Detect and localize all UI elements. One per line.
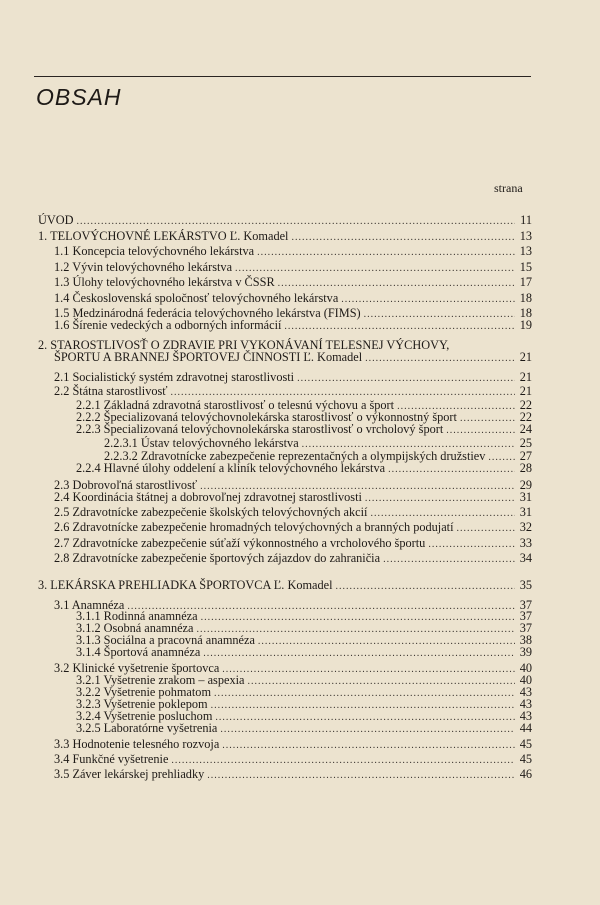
dot-leader bbox=[291, 231, 515, 245]
toc-entry bbox=[38, 213, 532, 229]
toc-entry-title: 2.2.3 Špecializovaná telovýchovnolekárska starostlivosť o vrcholový šport bbox=[76, 422, 444, 436]
toc-entry bbox=[54, 767, 532, 783]
toc-entry-title: ŠPORTU A BRANNEJ ŠPORTOVEJ ČINNOSTI Ľ. Komadel bbox=[54, 350, 363, 364]
toc-entry-title: 2.2.3.1 Ústav telovýchovného lekárstva bbox=[104, 436, 299, 450]
dot-leader bbox=[370, 507, 515, 521]
toc-entry-title: 3.1.3 Sociálna a pracovná anamnéza bbox=[76, 633, 255, 647]
toc-entry bbox=[54, 275, 532, 291]
toc-entry-title: 1.6 Šírenie vedeckých a odborných informácií bbox=[54, 318, 282, 332]
dot-leader bbox=[220, 723, 515, 737]
toc-entry-title: 1.4 Československá spoločnosť telovýchovného lekárstva bbox=[54, 291, 339, 305]
toc-entry-page: 17 bbox=[519, 275, 532, 289]
toc-entry-title: 1.2 Vývin telovýchovného lekárstva bbox=[54, 260, 233, 274]
toc-entry-page: 24 bbox=[519, 422, 532, 436]
toc-entry-title: 3.2.4 Vyšetrenie posluchom bbox=[76, 709, 213, 723]
toc-entry-title: 3. LEKÁRSKA PREHLIADKA ŠPORTOVCA Ľ. Komadel bbox=[38, 578, 333, 592]
toc-entry-title: 3.1.4 Športová anamnéza bbox=[76, 645, 201, 659]
dot-leader bbox=[207, 769, 515, 783]
toc-entry-page: 38 bbox=[519, 633, 532, 647]
toc-entry-page: 37 bbox=[519, 609, 532, 623]
toc-entry-title: 3.4 Funkčné vyšetrenie bbox=[54, 752, 169, 766]
top-rule bbox=[34, 76, 531, 77]
toc-entry-title: 2.2.1 Základná zdravotná starostlivosť o telesnú výchovu a šport bbox=[76, 398, 395, 412]
toc-entry-page: 15 bbox=[519, 260, 532, 274]
toc-entry bbox=[76, 721, 532, 737]
toc-entry-title: 1.1 Koncepcia telovýchovného lekárstva bbox=[54, 244, 255, 258]
dot-leader bbox=[383, 553, 515, 567]
toc-entry-title: 2.1 Socialistický systém zdravotnej starostlivosti bbox=[54, 370, 295, 384]
toc-entry-page: 21 bbox=[519, 384, 532, 398]
dot-leader bbox=[171, 754, 515, 768]
toc-entry bbox=[54, 536, 532, 552]
toc-entry-page: 31 bbox=[519, 505, 532, 519]
toc-entry-title: 1.3 Úlohy telovýchovného lekárstva v ČSSR bbox=[54, 275, 275, 289]
toc-entry-page: 13 bbox=[519, 244, 532, 258]
toc-entry-page: 46 bbox=[519, 767, 532, 781]
toc-entry bbox=[54, 551, 532, 567]
dot-leader bbox=[203, 647, 515, 661]
toc-entry-page: 45 bbox=[519, 752, 532, 766]
dot-leader bbox=[77, 215, 515, 229]
toc-entry bbox=[54, 520, 532, 536]
toc-entry-title: 3.2.3 Vyšetrenie poklepom bbox=[76, 697, 208, 711]
toc-entry-page: 43 bbox=[519, 709, 532, 723]
toc-entry-title: 3.1 Anamnéza bbox=[54, 598, 125, 612]
toc-entry-page: 43 bbox=[519, 685, 532, 699]
toc-entry-page: 43 bbox=[519, 697, 532, 711]
toc-entry-title: 3.1.2 Osobná anamnéza bbox=[76, 621, 194, 635]
toc-entry-page: 22 bbox=[519, 398, 532, 412]
toc-entry-page: 31 bbox=[519, 490, 532, 504]
toc-entry-page: 28 bbox=[519, 461, 532, 475]
toc-entry-page: 37 bbox=[519, 621, 532, 635]
toc-entry bbox=[38, 229, 532, 245]
page-title: OBSAH bbox=[36, 84, 122, 110]
toc-entry-title: 2.2.4 Hlavné úlohy oddelení a kliník telovýchovného lekárstva bbox=[76, 461, 386, 475]
dot-leader bbox=[222, 739, 515, 753]
toc-entry-page: 29 bbox=[519, 478, 532, 492]
toc-entry-title: 2. STAROSTLIVOSŤ O ZDRAVIE PRI VYKONÁVANÍ TELESNEJ VÝCHOVY, bbox=[38, 338, 450, 352]
toc-entry-page: 11 bbox=[520, 213, 532, 227]
dot-leader bbox=[428, 538, 515, 552]
dot-leader bbox=[365, 352, 515, 366]
toc-entry-title: 1.5 Medzinárodná federácia telovýchovného lekárstva (FIMS) bbox=[54, 306, 361, 320]
toc-entry-page: 32 bbox=[519, 520, 532, 534]
toc-entry bbox=[54, 244, 532, 260]
toc-entry-title: 3.2.2 Vyšetrenie pohmatom bbox=[76, 685, 212, 699]
toc-entry-page: 39 bbox=[519, 645, 532, 659]
toc-entry-title: 3.2.5 Laboratórne vyšetrenia bbox=[76, 721, 218, 735]
toc-entry-page: 45 bbox=[519, 737, 532, 751]
toc-entry-title: 2.2.2 Špecializovaná telovýchovnolekárska starostlivosť o výkonnostný šport bbox=[76, 410, 457, 424]
toc-entry-page: 35 bbox=[519, 578, 532, 592]
toc-entry bbox=[54, 260, 532, 276]
toc-entry-page: 19 bbox=[519, 318, 532, 332]
dot-leader bbox=[341, 293, 515, 307]
dot-leader bbox=[457, 522, 516, 536]
toc-entry bbox=[54, 490, 532, 506]
dot-leader bbox=[257, 246, 515, 260]
toc-entry-title: 2.7 Zdravotnícke zabezpečenie súťaží výkonnostného a vrcholového športu bbox=[54, 536, 426, 550]
toc-entry-title: ÚVOD bbox=[38, 213, 74, 227]
toc-entry bbox=[54, 505, 532, 521]
toc-entry-title: 3.2.1 Vyšetrenie zrakom – aspexia bbox=[76, 673, 245, 687]
dot-leader bbox=[278, 277, 515, 291]
dot-leader bbox=[235, 262, 515, 276]
pages-column-label: strana bbox=[494, 181, 523, 195]
toc-entry-title: 3.2 Klinické vyšetrenie športovca bbox=[54, 661, 220, 675]
toc-entry bbox=[54, 318, 532, 334]
toc-entry-page: 34 bbox=[519, 551, 532, 565]
toc-entry-page: 40 bbox=[519, 661, 532, 675]
toc-entry-title: 3.5 Záver lekárskej prehliadky bbox=[54, 767, 205, 781]
toc-entry-title: 1. TELOVÝCHOVNÉ LEKÁRSTVO Ľ. Komadel bbox=[38, 229, 289, 243]
toc-entry-title: 2.4 Koordinácia štátnej a dobrovoľnej zdravotnej starostlivosti bbox=[54, 490, 362, 504]
toc-entry-page: 37 bbox=[519, 598, 532, 612]
toc-entry-page: 40 bbox=[519, 673, 532, 687]
toc-entry-page: 21 bbox=[519, 350, 532, 364]
toc-entry-title: 2.6 Zdravotnícke zabezpečenie hromadných telovýchovných a branných podujatí bbox=[54, 520, 454, 534]
toc-entry-page: 25 bbox=[519, 436, 532, 450]
dot-leader bbox=[284, 320, 515, 334]
toc-entry-title: 3.3 Hodnotenie telesného rozvoja bbox=[54, 737, 220, 751]
toc-entry bbox=[54, 752, 532, 768]
toc-entry-page: 44 bbox=[519, 721, 532, 735]
toc-entry-title: 2.8 Zdravotnícke zabezpečenie športových zájazdov do zahraničia bbox=[54, 551, 381, 565]
toc-entry-title: 2.3 Dobrovoľná starostlivosť bbox=[54, 478, 198, 492]
toc-entry bbox=[54, 291, 532, 307]
toc-entry-page: 33 bbox=[519, 536, 532, 550]
toc-entry-page: 18 bbox=[519, 291, 532, 305]
dot-leader bbox=[388, 463, 515, 477]
toc-entry bbox=[76, 461, 532, 477]
toc-entry bbox=[38, 578, 532, 594]
toc-entry-page: 13 bbox=[519, 229, 532, 243]
toc-entry bbox=[76, 645, 532, 661]
toc-entry bbox=[54, 350, 532, 366]
toc-entry-title: 2.2 Štátna starostlivosť bbox=[54, 384, 168, 398]
toc-entry-page: 27 bbox=[519, 449, 532, 463]
toc-entry-page: 22 bbox=[519, 410, 532, 424]
toc-entry bbox=[54, 737, 532, 753]
toc-entry-title: 2.5 Zdravotnícke zabezpečenie školských telovýchovných akcií bbox=[54, 505, 368, 519]
toc-entry-page: 18 bbox=[519, 306, 532, 320]
dot-leader bbox=[365, 492, 515, 506]
toc-entry-title: 2.2.3.2 Zdravotnícke zabezpečenie reprezentačných a olympijských družstiev bbox=[104, 449, 486, 463]
toc-entry-title: 3.1.1 Rodinná anamnéza bbox=[76, 609, 198, 623]
dot-leader bbox=[336, 580, 515, 594]
toc-entry-page: 21 bbox=[519, 370, 532, 384]
